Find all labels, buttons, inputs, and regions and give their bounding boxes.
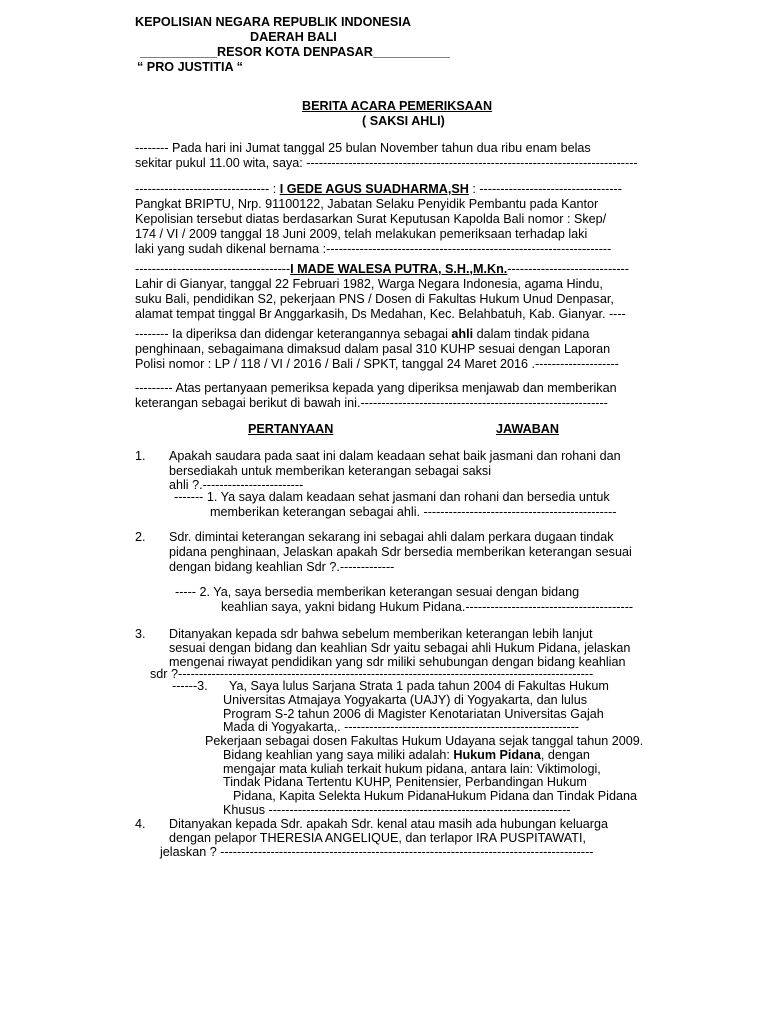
answering-line-2: keterangan sebagai berikut di bawah ini.-----------------------------------------------------------: [135, 396, 608, 410]
witness-detail-2: suku Bali, pendidikan S2, pekerjaan PNS / Dosen di Fakultas Hukum Unud Denpasar,: [135, 292, 614, 306]
answer-2-line-2: keahlian saya, yakni bidang Hukum Pidana.----------------------------------------: [221, 600, 634, 614]
answering-line-1: --------- Atas pertanyaan pemeriksa kepada yang diperiksa menjawab dan memberikan: [135, 381, 617, 395]
examined-line-3: Polisi nomor : LP / 118 / VI / 2016 / Bali / SPKT, tanggal 24 Maret 2016 .--------------------: [135, 357, 619, 371]
question-2-line-2: pidana penghinaan, Jelaskan apakah Sdr bersedia memberikan keterangan sesuai: [169, 545, 632, 559]
answer-3-line-7: mengajar mata kuliah terkait hukum pidana, antara lain: Viktimologi,: [223, 762, 601, 776]
header-region: DAERAH BALI: [250, 30, 337, 44]
witness-detail-3: alamat tempat tinggal Br Anggarkasih, Ds Medahan, Kec. Belahbatuh, Kab. Gianyar. ----: [135, 307, 626, 321]
question-2-line-1: Sdr. dimintai keterangan sekarang ini sebagai ahli dalam perkara dugaan tindak: [169, 530, 614, 544]
question-1-line-2: bersediakah untuk memberikan keterangan sebagai saksi: [169, 464, 492, 478]
question-2-number: 2.: [135, 530, 146, 544]
answer-3-line-5: Pekerjaan sebagai dosen Fakultas Hukum Udayana sejak tanggal tahun 2009.: [205, 734, 644, 748]
question-1-line-1: Apakah saudara pada saat ini dalam keadaan sehat baik jasmani dan rohani dan: [169, 449, 621, 463]
question-3-number: 3.: [135, 627, 146, 641]
column-answer-heading: JAWABAN: [496, 422, 559, 436]
question-4-line-1: Ditanyakan kepada Sdr. apakah Sdr. kenal atau masih ada hubungan keluarga: [169, 817, 608, 831]
witness-name: I MADE WALESA PUTRA, S.H.,M.Kn.: [290, 262, 508, 276]
investigator-detail-2: Kepolisian tersebut diatas berdasarkan Surat Keputusan Kapolda Bali nomor : Skep/: [135, 212, 607, 226]
question-1-number: 1.: [135, 449, 146, 463]
examined-line-1: -------- Ia diperiksa dan didengar keterangannya sebagai ahli dalam tindak pidana: [135, 327, 590, 341]
answer-1-line-1: ------- 1. Ya saya dalam keadaan sehat jasmani dan rohani dan bersedia untuk: [174, 490, 610, 504]
answer-2-line-1: ----- 2. Ya, saya bersedia memberikan keterangan sesuai dengan bidang: [175, 585, 580, 599]
answer-3-line-6: Bidang keahlian yang saya miliki adalah: Hukum Pidana, dengan: [223, 748, 590, 762]
question-3-line-2: sesuai dengan bidang dan keahlian Sdr yaitu sebagai ahli Hukum Pidana, jelaskan: [169, 641, 631, 655]
answer-3-line-10: Khusus ------------------------------------------------------------------------: [223, 803, 571, 817]
witness-detail-1: Lahir di Gianyar, tanggal 22 Februari 1982, Warga Negara Indonesia, agama Hindu,: [135, 277, 603, 291]
opening-line-2: sekitar pukul 11.00 wita, saya: -------------------------------------------------------------------------------: [135, 156, 638, 170]
question-4-line-2: dengan pelapor THERESIA ANGELIQUE, dan terlapor IRA PUSPITAWATI,: [169, 831, 586, 845]
column-question-heading: PERTANYAAN: [248, 422, 334, 436]
question-4-line-3: jelaskan ? -----------------------------------------------------------------------------------------: [160, 845, 594, 859]
document-subtitle: ( SAKSI AHLI): [362, 114, 445, 128]
question-3-line-1: Ditanyakan kepada sdr bahwa sebelum memberikan keterangan lebih lanjut: [169, 627, 593, 641]
answer-3-line-4: Mada di Yogyakarta,. --------------------------------------------------------: [223, 720, 579, 734]
answer-1-line-2: memberikan keterangan sebagai ahli. ----------------------------------------------: [210, 505, 617, 519]
answer-3-line-3: Program S-2 tahun 2006 di Magister Kenotariatan Universitas Gajah: [223, 707, 604, 721]
investigator-detail-4: laki yang sudah dikenal bernama :--------------------------------------------------------------------: [135, 242, 612, 256]
answer-3-line-9: Pidana, Kapita Selekta Hukum PidanaHukum Pidana dan Tindak Pidana: [233, 789, 637, 803]
header-resort: ___________RESOR KOTA DENPASAR___________: [140, 45, 450, 59]
header-pro-justitia: “ PRO JUSTITIA “: [137, 60, 243, 74]
answer-3-line-8: Tindak Pidana Tertentu KUHP, Penitensier, Perbandingan Hukum: [223, 775, 587, 789]
investigator-detail-3: 174 / VI / 2009 tanggal 18 Juni 2009, telah melakukan pemeriksaan terhadap laki: [135, 227, 588, 241]
opening-line-1: -------- Pada hari ini Jumat tanggal 25 bulan November tahun dua ribu enam belas: [135, 141, 591, 155]
examined-line-2: penghinaan, sebagaimana dimaksud dalam pasal 310 KUHP sesuai dengan Laporan: [135, 342, 611, 356]
question-4-number: 4.: [135, 817, 146, 831]
document-title: BERITA ACARA PEMERIKSAAN: [302, 99, 493, 113]
answer-3-prefix: ------3.: [172, 679, 208, 693]
question-2-line-3: dengan bidang keahlian Sdr ?.-------------: [169, 560, 395, 574]
investigator-detail-1: Pangkat BRIPTU, Nrp. 91100122, Jabatan Selaku Penyidik Pembantu pada Kantor: [135, 197, 599, 211]
question-1-line-3: ahli ?.------------------------: [169, 478, 304, 492]
header-institution: KEPOLISIAN NEGARA REPUBLIK INDONESIA: [135, 15, 411, 29]
question-3-line-3: mengenai riwayat pendidikan yang sdr miliki sehubungan dengan bidang keahlian: [169, 655, 626, 669]
answer-3-line-2: Universitas Atmajaya Yogyakarta (UAJY) di Yogyakarta, dan lulus: [223, 693, 588, 707]
investigator-name: I GEDE AGUS SUADHARMA,SH: [279, 182, 469, 196]
witness-line: -------------------------------------I MADE WALESA PUTRA, S.H.,M.Kn.-----------------------------: [135, 262, 629, 276]
investigator-line: -------------------------------- : I GEDE AGUS SUADHARMA,SH : ----------------------------------: [135, 182, 622, 196]
answer-3-line-1: Ya, Saya lulus Sarjana Strata 1 pada tahun 2004 di Fakultas Hukum: [229, 679, 609, 693]
question-3-line-4: sdr ?---------------------------------------------------------------------------------------------------: [150, 667, 594, 681]
